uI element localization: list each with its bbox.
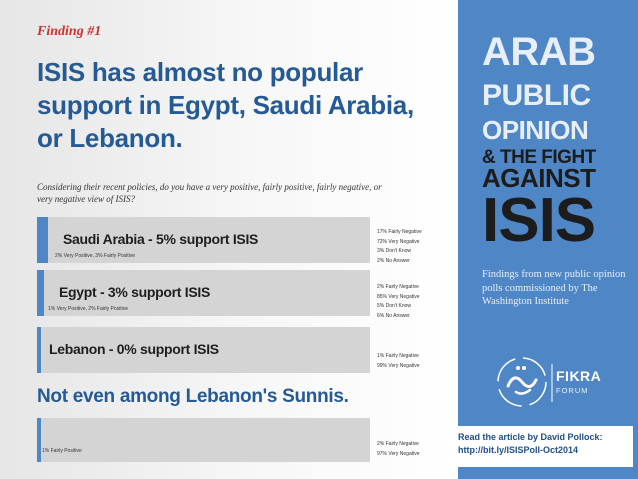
stat-line: 6% No Answer: [377, 312, 410, 319]
logo-name: FIKRA: [556, 368, 602, 384]
bar-accent: [37, 418, 41, 462]
sub-headline: Not even among Lebanon's Sunnis.: [37, 386, 349, 407]
sidebar-description: Findings from new public opinion polls commissioned by The Washington Institute: [482, 269, 626, 307]
stat-line: 85% Very Negative: [377, 293, 420, 300]
stat-line: 72% Very Negative: [377, 238, 420, 245]
stat-line: 17% Fairly Negative: [377, 229, 422, 235]
stat-line: 2% Fairly Negative: [377, 441, 419, 447]
article-url[interactable]: http://bit.ly/ISISPoll-Oct2014: [458, 445, 579, 455]
bar-label: Egypt - 3% support ISIS: [59, 284, 211, 300]
finding-label: Finding #1: [37, 24, 102, 39]
stats-lebanon-sunnis: [377, 440, 420, 459]
sidebar-title-isis: ISIS: [482, 186, 596, 255]
stat-line: 1% Fairly Negative: [377, 353, 419, 359]
stat-line: 3% Don't Know: [377, 248, 412, 255]
survey-question: Considering their recent policies, do you have a very positive, fairly positive, fairly negative, or very negative view of ISIS?: [37, 182, 382, 204]
sidebar-title-fight: & THE FIGHT: [482, 147, 596, 168]
article-link[interactable]: [452, 426, 633, 467]
bar-lebanon: [37, 327, 370, 373]
bar-egypt: [37, 270, 370, 316]
stats-lebanon: [377, 352, 420, 371]
sidebar-title-opinion: OPINION: [482, 115, 589, 145]
sidebar-title-arab: ARAB: [482, 30, 596, 74]
sidebar-title-against: AGAINST: [482, 163, 596, 193]
logo-sub: FORUM: [556, 386, 589, 395]
stats-saudi-arabia: [377, 228, 422, 266]
stat-line: 5% Don't Know: [377, 303, 412, 310]
headline-line-3: or Lebanon.: [37, 123, 183, 153]
bar-accent: [37, 327, 41, 373]
stat-line: 2% Fairly Negative: [377, 284, 419, 290]
bar-lebanon-sunnis: [37, 418, 370, 462]
article-line-1: Read the article by David Pollock:: [458, 432, 603, 442]
stats-egypt: [377, 283, 420, 321]
stat-line: 97% Very Negative: [377, 450, 420, 457]
bar-label: Saudi Arabia - 5% support ISIS: [63, 231, 259, 247]
bar-accent: [37, 217, 48, 263]
page-title: [37, 56, 437, 155]
right-sidebar: [458, 0, 638, 479]
stat-line: 99% Very Negative: [377, 362, 420, 369]
bar-positive-text: 1% Very Positive, 2% Fairly Positive: [48, 306, 129, 312]
bar-saudi-arabia: [37, 217, 370, 263]
bar-positive-text: 1% Fairly Positive: [42, 448, 82, 454]
headline-line-2: support in Egypt, Saudi Arabia,: [37, 90, 414, 120]
sidebar-title-public: PUBLIC: [482, 79, 591, 112]
headline-line-1: ISIS has almost no popular: [37, 57, 363, 87]
bar-accent: [37, 270, 44, 316]
bar-positive-text: 2% Very Positive, 3% Fairly Positive: [55, 253, 136, 259]
bar-label: Lebanon - 0% support ISIS: [49, 341, 219, 357]
stat-line: 2% No Answer: [377, 257, 410, 264]
